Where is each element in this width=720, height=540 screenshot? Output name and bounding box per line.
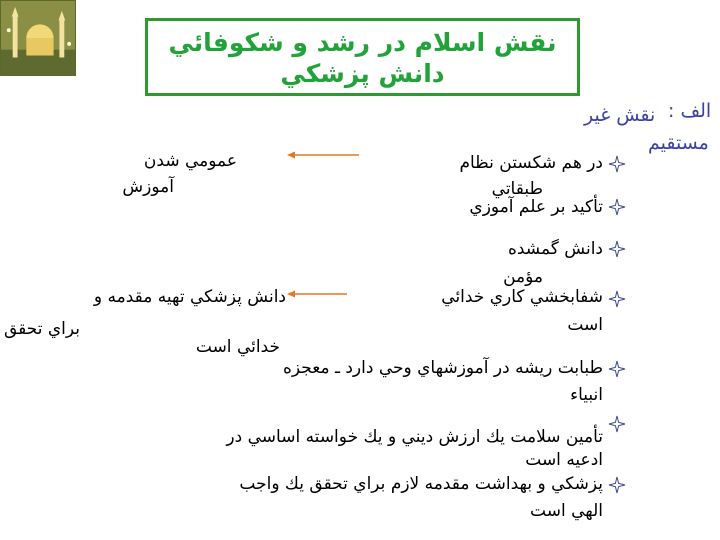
note-2-line-2: براي تحقق (3, 319, 80, 339)
title-line-1: نقش اسلام در رشد و شكوفائي (168, 28, 557, 57)
bullet-1-line-2: طبقاتي (491, 179, 543, 199)
bullet-2-line-1: تأكيد بر علم آموزي (469, 197, 603, 217)
left-arrow-icon (287, 289, 347, 299)
bullet-icon (608, 476, 626, 494)
bullet-icon (608, 155, 626, 173)
note-1-line-2: آموزش (122, 177, 174, 197)
bullet-1-line-1: در هم شكستن نظام (459, 153, 603, 173)
bullet-icon (608, 360, 626, 378)
bullet-3-line-1: دانش گمشده (507, 239, 603, 259)
left-arrow-icon (287, 150, 359, 160)
bullet-6-line-2: ادعيه است (525, 450, 603, 470)
bullet-7-line-1: پزشكي و بهداشت مقدمه لازم براي تحقق يك واجب (239, 474, 603, 494)
title-line-2: دانش پزشكي (280, 59, 445, 88)
bullet-icon (608, 415, 626, 433)
bullet-icon (608, 198, 626, 216)
bullet-4-line-1: شفابخشي كاري خدائي (441, 287, 603, 307)
bullet-7-line-2: الهي است (530, 501, 603, 521)
title-box (145, 18, 580, 96)
bullet-4-line-2: است (567, 315, 603, 335)
heading-label: الف : (668, 100, 712, 122)
bullet-icon (608, 290, 626, 308)
heading-text-cont: مستقيم (648, 132, 709, 154)
note-3: خدائي است (195, 337, 280, 357)
bullet-5-line-2: انبياء (570, 385, 603, 405)
note-1-line-1: عمومي شدن (143, 151, 237, 171)
note-2-line-1: دانش پزشكي تهيه مقدمه و (93, 287, 286, 307)
bullet-icon (608, 240, 626, 258)
heading-text: نقش غير (584, 104, 656, 126)
mosque-thumbnail-icon (0, 0, 76, 76)
bullet-3-line-2: مؤمن (503, 267, 543, 287)
bullet-6-line-1: تأمين سلامت يك ارزش ديني و يك خواسته اساسي در (226, 427, 603, 447)
bullet-5-line-1: طبابت ريشه در آموزشهاي وحي دارد ـ معجزه (283, 358, 603, 378)
